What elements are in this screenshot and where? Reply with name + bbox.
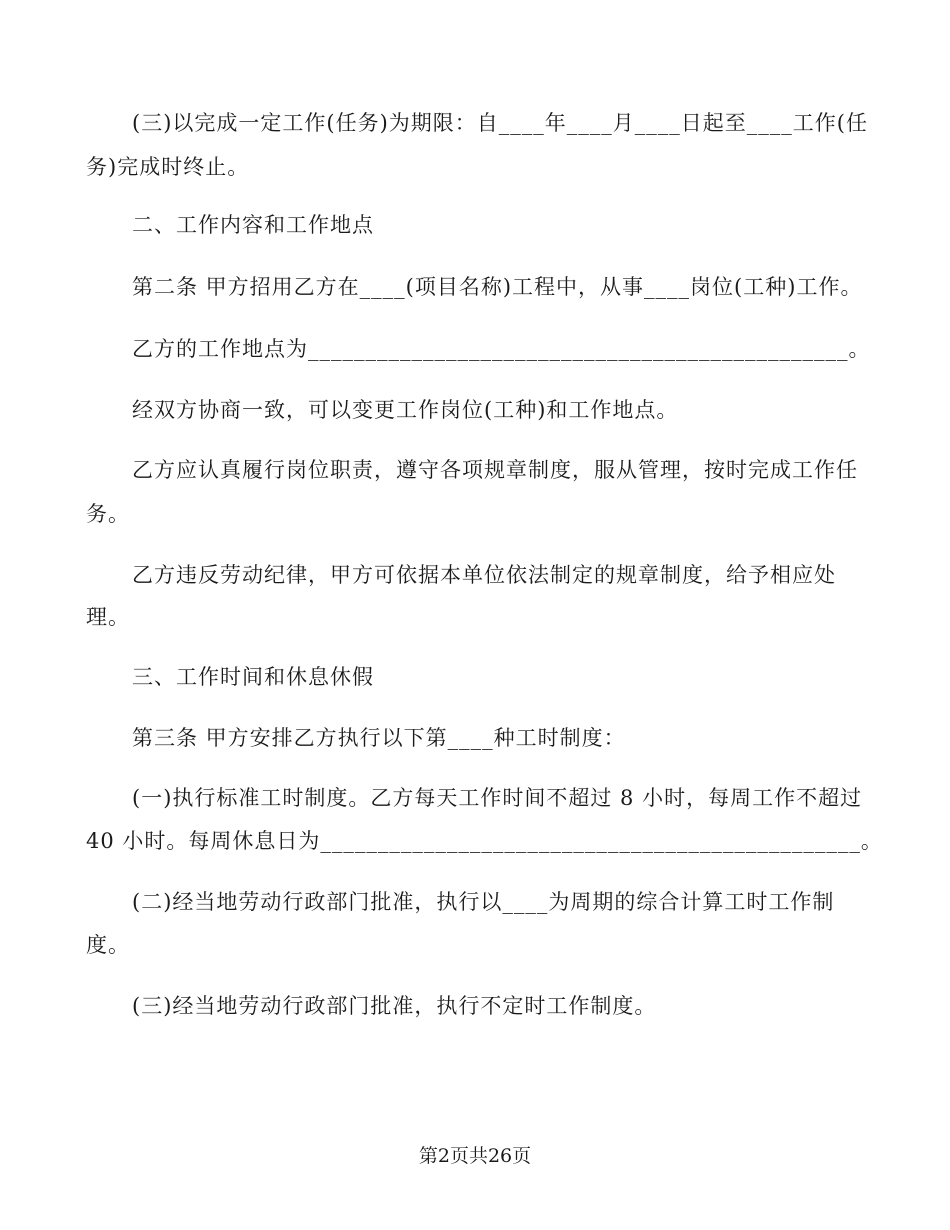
paragraph-6-line-1: 理。 — [86, 605, 130, 629]
article-3-text: 第三条 甲方安排乙方执行以下第____种工时制度： — [132, 726, 626, 750]
paragraph-4-line-0: 经双方协商一致，可以变更工作岗位(工种)和工作地点。 — [132, 398, 679, 422]
work-location-line: 乙方的工作地点为_______________________________________________。 — [132, 337, 871, 361]
paragraph-6-line-0: 乙方违反劳动纪律，甲方可依据本单位依法制定的规章制度，给予相应处 — [132, 563, 836, 587]
paragraph-10-line-0: (二)经当地劳动行政部门批准，执行以____为周期的综合计算工时工作制 — [132, 890, 835, 914]
section-heading-2: 二、工作内容和工作地点 — [132, 213, 374, 237]
paragraph-0-line-1: 务)完成时终止。 — [86, 155, 250, 179]
paragraph-5-line-1: 务。 — [86, 502, 130, 526]
paragraph-10-line-1: 度。 — [86, 933, 130, 957]
paragraph-11-line-0: (三)经当地劳动行政部门批准，执行不定时工作制度。 — [132, 994, 657, 1018]
paragraph-5-line-0: 乙方应认真履行岗位职责，遵守各项规章制度，服从管理，按时完成工作任 — [132, 458, 858, 482]
paragraph-0-line-0: (三)以完成一定工作(任务)为期限：自____年____月____日起至____工作(任 — [132, 111, 868, 135]
article-2-text: 第二条 甲方招用乙方在____(项目名称)工程中，从事____岗位(工种)工作。 — [132, 275, 863, 299]
section-heading-3: 三、工作时间和休息休假 — [132, 665, 374, 689]
page-number: 第2页共26页 — [418, 1145, 532, 1167]
paragraph-9-line-0: (一)执行标准工时制度。乙方每天工作时间不超过 8 小时，每周工作不超过 — [132, 786, 863, 810]
paragraph-9-line-1: 40 小时。每周休息日为_______________________________________________。 — [86, 829, 883, 853]
